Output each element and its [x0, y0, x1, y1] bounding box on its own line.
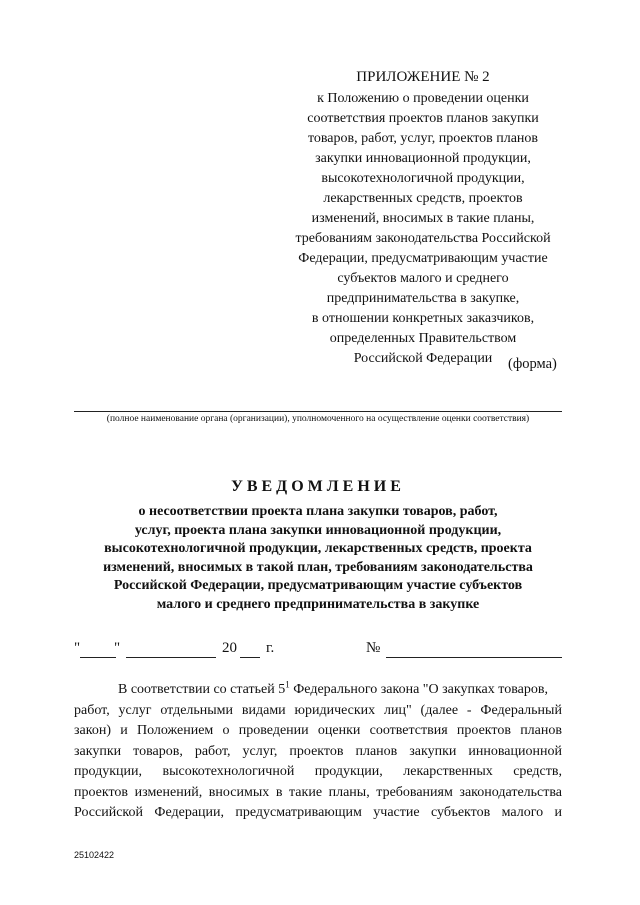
body-word: планы, [328, 784, 370, 800]
org-name-line [74, 411, 562, 412]
body-word: видами [241, 702, 286, 718]
body-line [74, 803, 562, 824]
body-word: требованиям [376, 784, 453, 800]
appendix-line: субъектов малого и среднего [337, 271, 509, 286]
year-suffix: г. [266, 640, 275, 656]
body-line [74, 762, 562, 783]
body-word: проектов [74, 784, 129, 800]
body-word: изменений, [134, 784, 203, 800]
body-word: товаров, [133, 743, 183, 759]
body-word: оценки [317, 723, 361, 738]
body-word: проектов [289, 743, 344, 759]
body-word: (далее [420, 702, 459, 718]
date-quote-close: " [114, 640, 121, 656]
body-word: соответствия [369, 723, 448, 738]
appendix-line: Федерации, предусматривающим участие [298, 251, 548, 266]
body-line [74, 783, 562, 804]
appendix-line: к Положению о проведении оценки [317, 91, 529, 106]
appendix-line: изменений, вносимых в такие планы, [311, 211, 535, 226]
body-word: законодательства [459, 784, 562, 800]
number-sign: № [366, 640, 381, 656]
body-word: юридических [294, 702, 376, 718]
notice-subtitle-line: высокотехнологичной продукции, лекарственных средств, проекта [104, 541, 532, 556]
body-word: работ, [74, 702, 110, 718]
body-word: продукции, [314, 764, 383, 779]
form-label: (форма) [508, 356, 557, 372]
body-word: средств, [513, 764, 562, 779]
body-word: закупки [409, 743, 457, 759]
body-word: высокотехнологичной [162, 764, 295, 779]
appendix-line: определенных Правительством [329, 331, 517, 346]
notice-subtitle [74, 503, 562, 614]
body-word: такие [289, 784, 323, 800]
notice-subtitle-line: услуг, проекта плана закупки инновационной продукции, [134, 522, 502, 538]
body-word: субъектов [430, 805, 491, 820]
body-word: закупки [74, 743, 122, 759]
year-prefix: 20 [222, 640, 237, 656]
body-word: предусматривающим [235, 805, 362, 820]
body-line1-after: Федерального закона "О закупках товаров, [289, 682, 548, 697]
body-word: малого [501, 805, 544, 820]
number-blank [386, 641, 562, 658]
body-word: продукции, [74, 764, 142, 779]
year-blank [240, 641, 260, 658]
body-word: планов [355, 743, 398, 759]
appendix-header [262, 67, 584, 369]
body-word: закон) [74, 723, 111, 738]
body-word: услуг, [242, 743, 278, 759]
body-word: Российской [74, 805, 143, 820]
org-caption: (полное наименование органа (организации), уполномоченного на осуществление оценки соответствия) [106, 414, 530, 424]
body-word: работ, [194, 743, 231, 759]
body-word: лекарственных [403, 764, 493, 779]
body-word: проектов [456, 723, 511, 738]
body-word: в [275, 784, 283, 800]
body-line [74, 701, 562, 722]
body-word: и [554, 805, 562, 820]
body-word: участие [373, 805, 420, 820]
body-word: Федерации, [154, 805, 225, 820]
appendix-line: товаров, работ, услуг, проектов планов [307, 131, 539, 146]
date-number-row [0, 640, 640, 662]
appendix-line: требованиям законодательства Российской [295, 231, 551, 246]
body-word: инновационной [468, 743, 562, 759]
notice-subtitle-line: Российской Федерации, предусматривающим участие субъектов [113, 578, 523, 593]
appendix-line: Российской Федерации [353, 351, 493, 366]
body-line-first [74, 680, 562, 701]
notice-subtitle-line: о несоответствии проекта плана закупки товаров, работ, [138, 504, 498, 519]
body-line [74, 742, 562, 763]
body-word: - [466, 702, 472, 718]
day-blank [80, 641, 116, 658]
date-quote-open: " [74, 640, 81, 656]
body-word: Положением [136, 723, 214, 738]
appendix-line: в отношении конкретных заказчиков, [311, 311, 535, 326]
body-text-segment [118, 680, 548, 701]
appendix-line: закупки инновационной продукции, [315, 151, 531, 166]
body-word: планов [520, 723, 562, 738]
document-code: 25102422 [74, 850, 115, 860]
month-blank [126, 641, 216, 658]
body-paragraph [74, 680, 562, 824]
appendix-line: высокотехнологичной продукции, [321, 171, 525, 186]
body-word: и [120, 723, 128, 738]
appendix-line: предпринимательства в закупке, [326, 291, 520, 306]
body-line1-before: В соответствии со статьей 5 [118, 682, 286, 697]
body-word: Федеральный [480, 702, 562, 718]
body-word: услуг [118, 702, 152, 718]
body-line [74, 721, 562, 742]
body-word: отдельными [160, 702, 234, 718]
article-superscript: 1 [285, 679, 290, 690]
notice-subtitle-line: малого и среднего предпринимательства в закупке [156, 596, 480, 612]
appendix-line: соответствия проектов планов закупки [307, 111, 539, 126]
appendix-line: лекарственных средств, проектов [323, 191, 523, 206]
notice-subtitle-line: изменений, вносимых в такой план, требованиям законодательства [103, 559, 533, 575]
appendix-heading: ПРИЛОЖЕНИЕ № 2 [356, 69, 490, 85]
body-word: лиц" [384, 702, 412, 718]
body-word: вносимых [208, 784, 270, 800]
body-word: о [222, 723, 230, 738]
body-word: проведении [238, 723, 309, 738]
notice-title: УВЕДОМЛЕНИЕ [231, 478, 405, 495]
